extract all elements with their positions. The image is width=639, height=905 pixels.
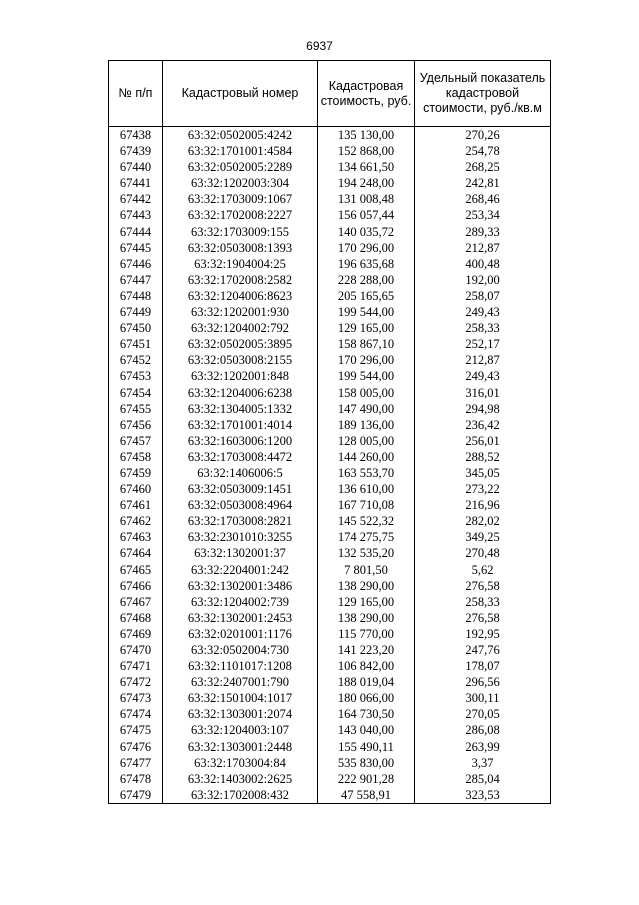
table-row [109, 594, 551, 610]
cell-cadastral-value: 131 008,48 [318, 191, 415, 207]
cell-row-number: 67460 [109, 481, 163, 497]
cell-specific-value: 323,53 [415, 787, 551, 804]
cell-cadastral-number: 63:32:1702008:432 [163, 787, 318, 804]
cell-specific-value: 268,25 [415, 159, 551, 175]
cell-cadastral-value: 7 801,50 [318, 562, 415, 578]
cell-cadastral-value: 136 610,00 [318, 481, 415, 497]
table-row [109, 143, 551, 159]
cell-cadastral-number: 63:32:1302001:37 [163, 545, 318, 561]
cell-cadastral-number: 63:32:1703009:155 [163, 224, 318, 240]
cell-cadastral-number: 63:32:1703008:2821 [163, 513, 318, 529]
header-cadastral-value: Кадастровая стоимость, руб. [318, 61, 415, 127]
cell-row-number: 67449 [109, 304, 163, 320]
cell-cadastral-number: 63:32:1204002:739 [163, 594, 318, 610]
cell-cadastral-value: 196 635,68 [318, 256, 415, 272]
table-row [109, 385, 551, 401]
cell-row-number: 67473 [109, 690, 163, 706]
table-row [109, 256, 551, 272]
cell-row-number: 67472 [109, 674, 163, 690]
cell-specific-value: 263,99 [415, 739, 551, 755]
cell-row-number: 67450 [109, 320, 163, 336]
cell-cadastral-number: 63:32:1202003:304 [163, 175, 318, 191]
header-row-number: № п/п [109, 61, 163, 127]
cell-cadastral-value: 158 005,00 [318, 385, 415, 401]
cell-specific-value: 236,42 [415, 417, 551, 433]
table-row [109, 658, 551, 674]
table-row [109, 352, 551, 368]
cell-cadastral-number: 63:32:1703008:4472 [163, 449, 318, 465]
table-row [109, 288, 551, 304]
cell-row-number: 67468 [109, 610, 163, 626]
cell-cadastral-number: 63:32:0503008:4964 [163, 497, 318, 513]
cell-cadastral-value: 129 165,00 [318, 320, 415, 336]
cell-cadastral-value: 164 730,50 [318, 706, 415, 722]
table-row [109, 224, 551, 240]
table-row [109, 787, 551, 804]
cell-row-number: 67464 [109, 545, 163, 561]
cell-cadastral-number: 63:32:0502005:3895 [163, 336, 318, 352]
cell-row-number: 67478 [109, 771, 163, 787]
cell-cadastral-value: 132 535,20 [318, 545, 415, 561]
header-cadastral-number: Кадастровый номер [163, 61, 318, 127]
table-row [109, 417, 551, 433]
cell-row-number: 67443 [109, 207, 163, 223]
cell-cadastral-number: 63:32:2407001:790 [163, 674, 318, 690]
cell-cadastral-number: 63:32:1302001:3486 [163, 578, 318, 594]
cell-specific-value: 294,98 [415, 401, 551, 417]
cell-row-number: 67456 [109, 417, 163, 433]
cell-row-number: 67459 [109, 465, 163, 481]
cell-cadastral-value: 129 165,00 [318, 594, 415, 610]
cell-cadastral-value: 228 288,00 [318, 272, 415, 288]
table-row [109, 320, 551, 336]
cell-specific-value: 249,43 [415, 304, 551, 320]
cell-cadastral-value: 144 260,00 [318, 449, 415, 465]
cell-row-number: 67455 [109, 401, 163, 417]
table-header-row [109, 61, 551, 127]
cell-row-number: 67471 [109, 658, 163, 674]
table-row [109, 578, 551, 594]
cell-specific-value: 289,33 [415, 224, 551, 240]
table-row [109, 626, 551, 642]
cell-cadastral-number: 63:32:2301010:3255 [163, 529, 318, 545]
cell-cadastral-value: 205 165,65 [318, 288, 415, 304]
cell-cadastral-number: 63:32:1603006:1200 [163, 433, 318, 449]
cell-cadastral-number: 63:32:1204006:8623 [163, 288, 318, 304]
cell-specific-value: 242,81 [415, 175, 551, 191]
table-row [109, 481, 551, 497]
table-row [109, 159, 551, 175]
cell-cadastral-number: 63:32:1703004:84 [163, 755, 318, 771]
cell-specific-value: 212,87 [415, 240, 551, 256]
cell-row-number: 67454 [109, 385, 163, 401]
cell-cadastral-number: 63:32:2204001:242 [163, 562, 318, 578]
cell-specific-value: 192,00 [415, 272, 551, 288]
cell-cadastral-value: 135 130,00 [318, 127, 415, 144]
cell-cadastral-value: 156 057,44 [318, 207, 415, 223]
cell-cadastral-value: 163 553,70 [318, 465, 415, 481]
cell-specific-value: 268,46 [415, 191, 551, 207]
cell-specific-value: 276,58 [415, 610, 551, 626]
table-row [109, 401, 551, 417]
cell-specific-value: 296,56 [415, 674, 551, 690]
table-row [109, 674, 551, 690]
cell-cadastral-number: 63:32:1302001:2453 [163, 610, 318, 626]
header-specific-value: Удельный показатель кадастровой стоимости, руб./кв.м [415, 61, 551, 127]
cell-row-number: 67462 [109, 513, 163, 529]
cell-specific-value: 212,87 [415, 352, 551, 368]
cell-cadastral-value: 141 223,20 [318, 642, 415, 658]
cell-specific-value: 270,48 [415, 545, 551, 561]
table-row [109, 368, 551, 384]
cell-cadastral-value: 138 290,00 [318, 610, 415, 626]
cell-cadastral-value: 174 275,75 [318, 529, 415, 545]
cell-specific-value: 316,01 [415, 385, 551, 401]
table-row [109, 127, 551, 144]
cell-row-number: 67446 [109, 256, 163, 272]
cell-row-number: 67438 [109, 127, 163, 144]
cell-cadastral-number: 63:32:1303001:2074 [163, 706, 318, 722]
cell-row-number: 67448 [109, 288, 163, 304]
cell-cadastral-value: 180 066,00 [318, 690, 415, 706]
cell-specific-value: 5,62 [415, 562, 551, 578]
cell-cadastral-number: 63:32:1701001:4584 [163, 143, 318, 159]
cell-row-number: 67453 [109, 368, 163, 384]
cell-cadastral-number: 63:32:0503008:1393 [163, 240, 318, 256]
cell-cadastral-number: 63:32:0503009:1451 [163, 481, 318, 497]
cell-cadastral-number: 63:32:1204002:792 [163, 320, 318, 336]
cell-specific-value: 349,25 [415, 529, 551, 545]
cell-row-number: 67457 [109, 433, 163, 449]
cell-cadastral-number: 63:32:0502005:4242 [163, 127, 318, 144]
cell-specific-value: 300,11 [415, 690, 551, 706]
cell-cadastral-number: 63:32:1204003:107 [163, 722, 318, 738]
cell-specific-value: 249,43 [415, 368, 551, 384]
cell-cadastral-number: 63:32:1406006:5 [163, 465, 318, 481]
table-row [109, 755, 551, 771]
cell-row-number: 67470 [109, 642, 163, 658]
cell-specific-value: 345,05 [415, 465, 551, 481]
cell-cadastral-value: 188 019,04 [318, 674, 415, 690]
page-number: 6937 [306, 39, 333, 53]
cell-row-number: 67444 [109, 224, 163, 240]
table-row [109, 304, 551, 320]
cell-row-number: 67445 [109, 240, 163, 256]
cell-cadastral-number: 63:32:0503008:2155 [163, 352, 318, 368]
cell-row-number: 67469 [109, 626, 163, 642]
table-row [109, 562, 551, 578]
cell-row-number: 67447 [109, 272, 163, 288]
cell-specific-value: 247,76 [415, 642, 551, 658]
table-row [109, 690, 551, 706]
table-row [109, 175, 551, 191]
cell-specific-value: 276,58 [415, 578, 551, 594]
table-row [109, 642, 551, 658]
cell-row-number: 67458 [109, 449, 163, 465]
cell-cadastral-number: 63:32:0502005:2289 [163, 159, 318, 175]
cell-cadastral-value: 222 901,28 [318, 771, 415, 787]
table-row [109, 513, 551, 529]
table-row [109, 240, 551, 256]
cell-specific-value: 288,52 [415, 449, 551, 465]
cell-row-number: 67467 [109, 594, 163, 610]
cell-specific-value: 400,48 [415, 256, 551, 272]
cell-specific-value: 286,08 [415, 722, 551, 738]
cell-row-number: 67474 [109, 706, 163, 722]
cell-cadastral-number: 63:32:1703009:1067 [163, 191, 318, 207]
table-row [109, 433, 551, 449]
cell-row-number: 67442 [109, 191, 163, 207]
cadastral-table [108, 60, 551, 804]
table-row [109, 336, 551, 352]
cell-row-number: 67463 [109, 529, 163, 545]
cell-row-number: 67475 [109, 722, 163, 738]
cell-cadastral-value: 170 296,00 [318, 240, 415, 256]
cell-cadastral-value: 147 490,00 [318, 401, 415, 417]
cell-cadastral-value: 199 544,00 [318, 304, 415, 320]
cell-specific-value: 258,07 [415, 288, 551, 304]
cell-cadastral-number: 63:32:1904004:25 [163, 256, 318, 272]
cell-cadastral-value: 115 770,00 [318, 626, 415, 642]
cell-cadastral-value: 155 490,11 [318, 739, 415, 755]
cell-row-number: 67440 [109, 159, 163, 175]
cell-specific-value: 273,22 [415, 481, 551, 497]
cell-cadastral-value: 535 830,00 [318, 755, 415, 771]
cell-cadastral-value: 143 040,00 [318, 722, 415, 738]
cell-specific-value: 252,17 [415, 336, 551, 352]
cell-cadastral-value: 128 005,00 [318, 433, 415, 449]
cell-specific-value: 258,33 [415, 594, 551, 610]
table-row [109, 739, 551, 755]
cell-cadastral-number: 63:32:1304005:1332 [163, 401, 318, 417]
table-row [109, 191, 551, 207]
cell-row-number: 67466 [109, 578, 163, 594]
cell-cadastral-value: 199 544,00 [318, 368, 415, 384]
cell-cadastral-number: 63:32:1701001:4014 [163, 417, 318, 433]
cell-row-number: 67441 [109, 175, 163, 191]
cell-specific-value: 282,02 [415, 513, 551, 529]
cell-specific-value: 270,26 [415, 127, 551, 144]
cell-cadastral-value: 140 035,72 [318, 224, 415, 240]
cell-cadastral-number: 63:32:1702008:2227 [163, 207, 318, 223]
table-row [109, 207, 551, 223]
cell-cadastral-number: 63:32:1204006:6238 [163, 385, 318, 401]
cell-specific-value: 192,95 [415, 626, 551, 642]
cell-cadastral-number: 63:32:1702008:2582 [163, 272, 318, 288]
cell-specific-value: 256,01 [415, 433, 551, 449]
cell-cadastral-number: 63:32:1101017:1208 [163, 658, 318, 674]
cell-cadastral-value: 145 522,32 [318, 513, 415, 529]
cell-specific-value: 254,78 [415, 143, 551, 159]
table-row [109, 706, 551, 722]
cell-cadastral-value: 167 710,08 [318, 497, 415, 513]
cell-cadastral-number: 63:32:1303001:2448 [163, 739, 318, 755]
table-body [109, 127, 551, 804]
cell-cadastral-number: 63:32:1403002:2625 [163, 771, 318, 787]
cell-row-number: 67479 [109, 787, 163, 804]
cell-cadastral-value: 134 661,50 [318, 159, 415, 175]
table-row [109, 497, 551, 513]
cell-row-number: 67461 [109, 497, 163, 513]
table-row [109, 449, 551, 465]
cell-cadastral-number: 63:32:1202001:848 [163, 368, 318, 384]
table-row [109, 529, 551, 545]
cell-cadastral-number: 63:32:0502004:730 [163, 642, 318, 658]
cell-cadastral-value: 47 558,91 [318, 787, 415, 804]
cell-specific-value: 3,37 [415, 755, 551, 771]
cell-cadastral-value: 170 296,00 [318, 352, 415, 368]
table-row [109, 465, 551, 481]
cell-cadastral-value: 152 868,00 [318, 143, 415, 159]
cell-specific-value: 285,04 [415, 771, 551, 787]
cell-cadastral-value: 106 842,00 [318, 658, 415, 674]
cell-cadastral-value: 138 290,00 [318, 578, 415, 594]
cell-row-number: 67477 [109, 755, 163, 771]
cell-row-number: 67439 [109, 143, 163, 159]
cell-cadastral-value: 194 248,00 [318, 175, 415, 191]
cell-cadastral-number: 63:32:1501004:1017 [163, 690, 318, 706]
table-row [109, 722, 551, 738]
table-row [109, 610, 551, 626]
cell-cadastral-number: 63:32:1202001:930 [163, 304, 318, 320]
cell-cadastral-value: 158 867,10 [318, 336, 415, 352]
cell-specific-value: 216,96 [415, 497, 551, 513]
cell-specific-value: 270,05 [415, 706, 551, 722]
cell-row-number: 67476 [109, 739, 163, 755]
cell-specific-value: 258,33 [415, 320, 551, 336]
cell-specific-value: 253,34 [415, 207, 551, 223]
cell-cadastral-value: 189 136,00 [318, 417, 415, 433]
table-row [109, 545, 551, 561]
table-row [109, 272, 551, 288]
cell-cadastral-number: 63:32:0201001:1176 [163, 626, 318, 642]
cell-row-number: 67465 [109, 562, 163, 578]
table-row [109, 771, 551, 787]
cell-specific-value: 178,07 [415, 658, 551, 674]
cell-row-number: 67452 [109, 352, 163, 368]
cell-row-number: 67451 [109, 336, 163, 352]
